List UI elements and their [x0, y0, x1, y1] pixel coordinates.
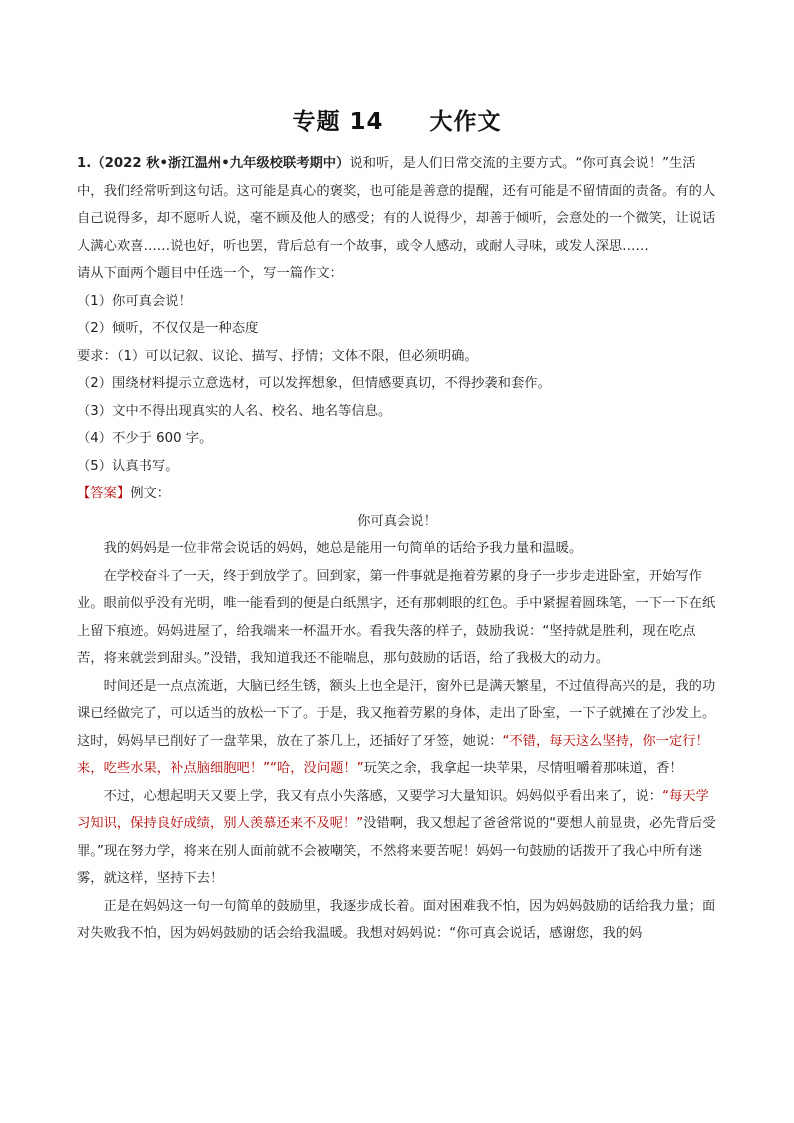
answer-header: [77, 480, 717, 508]
question-source: （2022 秋•浙江温州•九年级校联考期中）: [91, 156, 350, 171]
essay-paragraph-4-text-a: 不过，心想起明天又要上学，我又有点小失落感，又要学习大量知识。妈妈似乎看出来了，说：: [103, 788, 663, 804]
essay-paragraph-3-text-d: 玩笑之余，我拿起一块苹果，尽情咀嚼着那味道，香！: [363, 761, 683, 776]
topic-option-1: （1）你可真会说！: [77, 293, 192, 309]
page-title: [0, 103, 794, 136]
answer-label: 例文：: [130, 486, 171, 501]
title-subject: 大作文: [429, 109, 502, 135]
essay-paragraph-3-quote-me: “哈，没问题！”: [270, 761, 364, 776]
answer-tag: 【答案】: [77, 486, 131, 501]
essay-paragraph-5: 正是在妈妈这一句一句简单的鼓励里，我逐步成长着。面对困难我不怕，因为妈妈鼓励的话给我力量；面对失败我不怕，因为妈妈鼓励的话会给我温暖。我想对妈妈说：“你可真会说话，感谢您，我的妈: [77, 898, 716, 941]
question-material: [77, 150, 717, 260]
essay-paragraph-2: 在学校奋斗了一天，终于到放学了。回到家，第一件事就是拖着劳累的身子一步步走进卧室，开始写作业。眼前似乎没有光明，唯一能看到的便是白纸黑字，还有那刺眼的红色。手中紧握着圆珠笔，一下一下在纸上留下痕迹。妈妈进屋了，给我端来一杯温开水。看我失落的样子，鼓励我说：“坚持就是胜利，现在吃点苦，将来就尝到甜头。”没错，我知道我还不能喘息，那句鼓励的话语，给了我极大的动力。: [77, 568, 716, 666]
essay-title: 你可真会说！: [357, 513, 437, 529]
essay-paragraph-3: [77, 673, 717, 783]
topic-option-2: （2）倾听，不仅仅是一种态度: [77, 321, 259, 336]
requirement-5: （5）认真书写。: [77, 458, 179, 474]
question-number: 1.: [77, 156, 92, 171]
requirement-1: 要求：（1）可以记叙、议论、描写、抒情；文体不限，但必须明确。: [77, 348, 478, 364]
requirement-4: （4）不少于 600 字。: [77, 431, 213, 446]
question-instruction: 请从下面两个题目中任选一个，写一篇作文：: [77, 266, 343, 281]
requirement-3: （3）文中不得出现真实的人名、校名、地名等信息。: [77, 403, 392, 419]
essay-paragraph-4-quote: “每天学习知识，保持良好成绩，别人羡慕还来不及呢！”: [77, 788, 709, 831]
essay-paragraph-1: 我的妈妈是一位非常会说话的妈妈，她总是能用一句简单的话给予我力量和温暖。: [103, 541, 583, 556]
essay-paragraph-3-text-a: 时间还是一点点流逝，大脑已经生锈，额头上也全是汗，窗外已是满天繁星，不过值得高兴的是，我的功课已经做完了，可以适当的放松一下了。于是，我又拖着劳累的身体，走出了卧室，一下子就摊在了沙发上。这时，妈妈早已削好了一盘苹果，放在了茶几上，还插好了牙签，她说：: [77, 678, 716, 749]
essay-paragraph-4: [77, 783, 717, 893]
title-topic: 专题 14: [292, 109, 384, 135]
requirement-2: （2）围绕材料提示立意选材，可以发挥想象，但情感要真切，不得抄袭和套作。: [77, 376, 551, 391]
essay-paragraph-3-quote-mom: “不错，每天这么坚持，你一定行！来，吃些水果，补点脑细胞吧！”: [77, 733, 709, 776]
document-body: [77, 150, 717, 948]
essay-paragraph-4-text-c: 没错啊，我又想起了爸爸常说的“要想人前显贵，必先背后受罪。”现在努力学，将来在别人面前就不会被嘲笑，不然将来要苦呢！妈妈一句鼓励的话拨开了我心中所有迷雾，就这样，坚持下去！: [77, 816, 716, 886]
question-material-text: 说和听，是人们日常交流的主要方式。“你可真会说！”生活中，我们经常听到这句话。这可能是真心的褒奖，也可能是善意的提醒，还有可能是不留情面的责备。有的人自己说得多，却不愿听人说，毫不顾及他人的感受；有的人说得少，却善于倾听，会意处的一个微笑，让说话人满心欢喜……说也好，听也罢，背后总有一个故事，或令人感动，或耐人寻味，或发人深思……: [77, 156, 716, 254]
